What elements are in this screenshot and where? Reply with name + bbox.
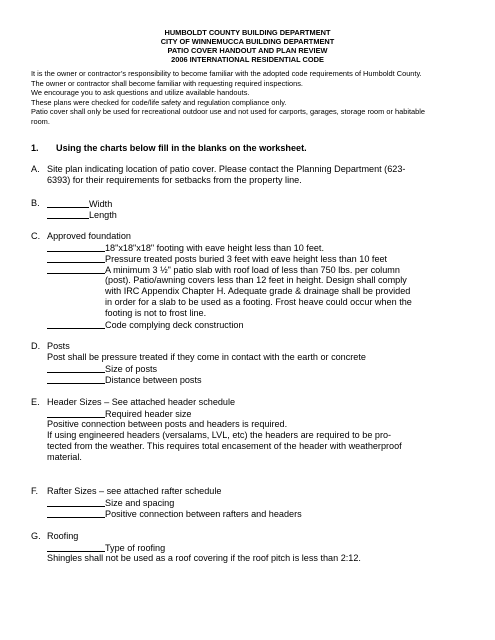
patio-slab-line-3: with IRC Appendix Chapter H. Adequate grade & drainage shall be provided — [105, 286, 411, 296]
intro-paragraph — [31, 69, 471, 127]
intro-line-1: It is the owner or contractor’s responsibility to become familiar with the adopted code requirements of Humboldt County. — [31, 69, 422, 78]
deck-entry — [47, 319, 244, 331]
instruction-text: Using the charts below fill in the blanks on the worksheet. — [56, 143, 307, 153]
section-d-letter: D. — [31, 341, 41, 351]
intro-line-4: These plans were checked for code/life safety and regulation compliance only. — [31, 97, 287, 107]
deck-blank[interactable] — [47, 319, 105, 329]
section-g-title: Roofing — [47, 531, 79, 541]
section-a-line-2: 6393) for their requirements for setbacks from the property line. — [47, 175, 302, 185]
rafter-connection-blank[interactable] — [47, 508, 105, 518]
header-size-blank[interactable] — [47, 408, 105, 418]
rafter-size-blank[interactable] — [47, 497, 105, 507]
section-e-note-1: Positive connection between posts and headers is required. — [47, 419, 288, 429]
length-entry — [47, 209, 117, 221]
section-c-title: Approved foundation — [47, 231, 131, 241]
post-distance-entry — [47, 374, 202, 386]
header-size-label: Required header size — [105, 409, 192, 419]
section-c-letter: C. — [31, 231, 41, 241]
section-d-note: Post shall be pressure treated if they come in contact with the earth or concrete — [47, 352, 366, 362]
roofing-type-label: Type of roofing — [105, 543, 166, 553]
intro-line-5: Patio cover shall only be used for recreational outdoor use and not used for carports, garages, storage room or habitable — [31, 107, 425, 117]
section-e-title: Header Sizes – See attached header schedule — [47, 397, 236, 407]
length-label: Length — [89, 210, 117, 220]
header-line-2: CITY OF WINNEMUCCA BUILDING DEPARTMENT — [160, 36, 335, 46]
header-line-3: PATIO COVER HANDOUT AND PLAN REVIEW — [167, 45, 328, 55]
section-f-title: Rafter Sizes – see attached rafter schedule — [47, 486, 222, 496]
section-b-letter: B. — [31, 198, 40, 208]
section-e-letter: E. — [31, 397, 40, 407]
intro-line-6: room. — [31, 116, 50, 126]
section-a-line-1: Site plan indicating location of patio cover. Please contact the Planning Department (623- — [47, 164, 406, 174]
section-d-title: Posts — [47, 341, 70, 351]
intro-line-2: The owner or contractor shall become familiar with requesting required inspections. — [31, 78, 303, 88]
post-distance-blank[interactable] — [47, 374, 105, 384]
section-f-letter: F. — [31, 486, 39, 496]
document-header — [0, 29, 495, 65]
deck-label: Code complying deck construction — [105, 320, 244, 330]
patio-slab-blank[interactable] — [47, 264, 105, 274]
section-e-note-3: tected from the weather. This requires total encasement of the header with weatherproof — [47, 441, 402, 451]
section-a-letter: A. — [31, 164, 40, 174]
footing-blank[interactable] — [47, 242, 105, 252]
footing-label: 18"x18"x18" footing with eave height less than 10 feet. — [105, 243, 324, 253]
intro-line-3: We encourage you to ask questions and utilize available handouts. — [31, 88, 250, 98]
rafter-connection-label: Positive connection between rafters and headers — [105, 509, 302, 519]
posts-buried-blank[interactable] — [47, 253, 105, 263]
width-blank[interactable] — [47, 198, 89, 208]
patio-slab-line-4: in order for a slab to be used as a footing. Frost heave could occur when the — [105, 297, 412, 307]
width-label: Width — [89, 199, 113, 209]
roofing-type-blank[interactable] — [47, 542, 105, 552]
section-g-letter: G. — [31, 531, 41, 541]
section-g-note: Shingles shall not be used as a roof covering if the roof pitch is less than 2:12. — [47, 553, 361, 563]
patio-slab-line-5: footing is not to frost line. — [105, 308, 207, 318]
section-e-note-2: If using engineered headers (versalams, LVL, etc) the headers are required to be pro- — [47, 430, 392, 440]
length-blank[interactable] — [47, 209, 89, 219]
rafter-size-label: Size and spacing — [105, 498, 175, 508]
patio-slab-label: A minimum 3 ½" patio slab with roof load of less than 750 lbs. per column — [105, 265, 400, 275]
post-size-blank[interactable] — [47, 363, 105, 373]
post-distance-label: Distance between posts — [105, 375, 202, 385]
patio-slab-line-2: (post). Patio/awning covers less than 12 feet in height. Design shall comply — [105, 275, 407, 285]
header-line-1: HUMBOLDT COUNTY BUILDING DEPARTMENT — [164, 28, 331, 37]
section-e-note-4: material. — [47, 452, 82, 462]
rafter-connection-entry — [47, 508, 302, 520]
posts-buried-label: Pressure treated posts buried 3 feet with eave height less than 10 feet — [105, 254, 388, 264]
post-size-label: Size of posts — [105, 364, 158, 374]
header-line-4: 2006 INTERNATIONAL RESIDENTIAL CODE — [171, 54, 324, 64]
instruction-number: 1. — [31, 143, 39, 153]
